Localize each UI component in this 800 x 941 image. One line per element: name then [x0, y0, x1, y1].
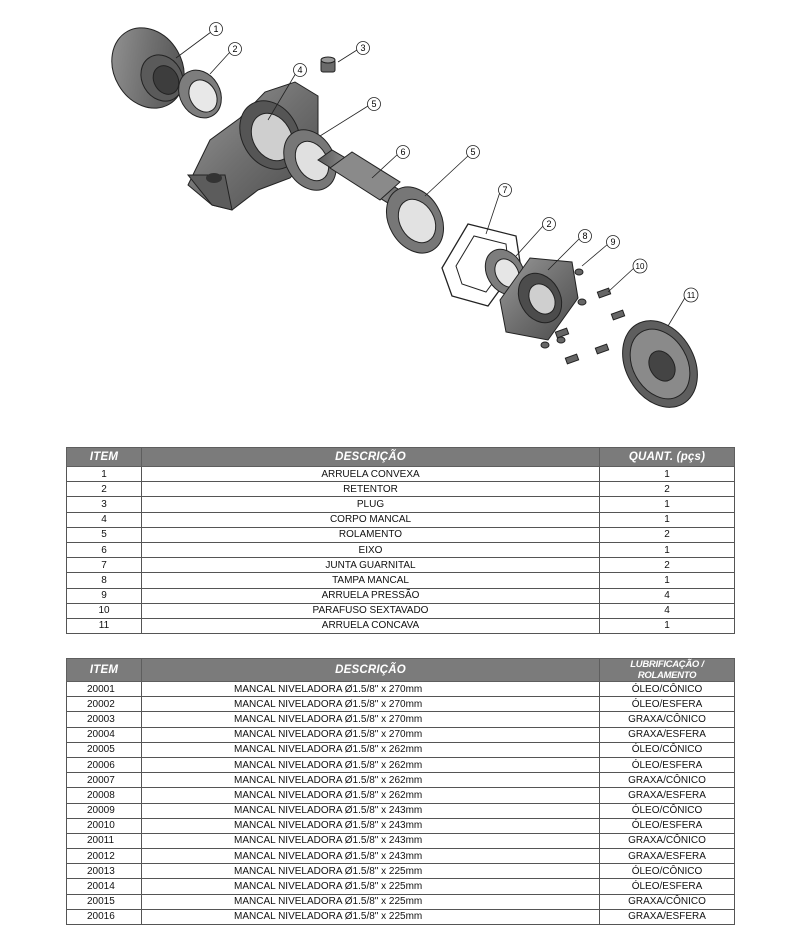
cell-item: 11: [67, 618, 142, 633]
models-table-header: [67, 659, 735, 682]
cell-descricao: MANCAL NIVELADORA Ø1.5/8" x 270mm: [142, 697, 600, 712]
svg-text:4: 4: [297, 65, 303, 75]
callout-9: [607, 236, 620, 249]
table-row: [67, 618, 735, 633]
table-row: [67, 894, 735, 909]
svg-text:10: 10: [635, 262, 645, 271]
cell-item: 2: [67, 482, 142, 497]
cell-item: 20006: [67, 757, 142, 772]
cell-descricao: MANCAL NIVELADORA Ø1.5/8" x 225mm: [142, 909, 600, 924]
cell-lub: ÓLEO/CÔNICO: [600, 682, 735, 697]
callout-5a: [368, 98, 381, 111]
cell-item: 20015: [67, 894, 142, 909]
cell-item: 20005: [67, 742, 142, 757]
cell-item: 20003: [67, 712, 142, 727]
svg-text:9: 9: [610, 237, 616, 247]
cell-descricao: MANCAL NIVELADORA Ø1.5/8" x 225mm: [142, 894, 600, 909]
parts-table-header: [67, 448, 735, 467]
callout-3: [357, 42, 370, 55]
svg-text:2: 2: [232, 44, 238, 54]
cell-item: 6: [67, 542, 142, 557]
cell-item: 20008: [67, 788, 142, 803]
cell-descricao: JUNTA GUARNITAL: [142, 558, 600, 573]
cell-lub: ÓLEO/ESFERA: [600, 818, 735, 833]
cell-descricao: PLUG: [142, 497, 600, 512]
table-row: [67, 588, 735, 603]
cell-lub: GRAXA/ESFERA: [600, 788, 735, 803]
cell-quant: 4: [600, 588, 735, 603]
table-row: [67, 527, 735, 542]
header-quant: QUANT. (pçs): [600, 448, 735, 467]
parts-table: [66, 447, 735, 634]
header-item: ITEM: [67, 659, 142, 682]
cell-item: 20009: [67, 803, 142, 818]
cell-descricao: ARRUELA CONVEXA: [142, 467, 600, 482]
cell-descricao: MANCAL NIVELADORA Ø1.5/8" x 225mm: [142, 879, 600, 894]
table-row: [67, 697, 735, 712]
table-row: [67, 818, 735, 833]
cell-lub: GRAXA/CÔNICO: [600, 712, 735, 727]
table-row: [67, 712, 735, 727]
svg-text:3: 3: [360, 43, 366, 53]
cell-quant: 2: [600, 527, 735, 542]
cell-lub: GRAXA/ESFERA: [600, 909, 735, 924]
cell-item: 7: [67, 558, 142, 573]
cell-item: 20016: [67, 909, 142, 924]
cell-quant: 2: [600, 558, 735, 573]
callout-10: [633, 259, 647, 273]
cell-item: 20001: [67, 682, 142, 697]
svg-text:11: 11: [686, 291, 696, 300]
cell-descricao: PARAFUSO SEXTAVADO: [142, 603, 600, 618]
header-descricao: DESCRIÇÃO: [142, 659, 600, 682]
cell-lub: ÓLEO/CÔNICO: [600, 864, 735, 879]
callout-7: [499, 184, 512, 197]
cell-quant: 1: [600, 618, 735, 633]
exploded-view-diagram: [0, 0, 800, 430]
cell-item: 20014: [67, 879, 142, 894]
cell-descricao: CORPO MANCAL: [142, 512, 600, 527]
cell-quant: 1: [600, 542, 735, 557]
cell-item: 5: [67, 527, 142, 542]
header-descricao: DESCRIÇÃO: [142, 448, 600, 467]
table-row: [67, 482, 735, 497]
cell-lub: ÓLEO/ESFERA: [600, 697, 735, 712]
callout-2b: [543, 218, 556, 231]
table-row: [67, 849, 735, 864]
table-row: [67, 803, 735, 818]
cell-lub: ÓLEO/ESFERA: [600, 757, 735, 772]
cell-item: 1: [67, 467, 142, 482]
cell-lub: ÓLEO/ESFERA: [600, 879, 735, 894]
cell-descricao: MANCAL NIVELADORA Ø1.5/8" x 262mm: [142, 742, 600, 757]
cell-lub: ÓLEO/CÔNICO: [600, 742, 735, 757]
table-row: [67, 788, 735, 803]
table-row: [67, 773, 735, 788]
cell-item: 20013: [67, 864, 142, 879]
cell-descricao: MANCAL NIVELADORA Ø1.5/8" x 262mm: [142, 788, 600, 803]
cell-item: 20007: [67, 773, 142, 788]
cell-lub: GRAXA/CÔNICO: [600, 833, 735, 848]
callout-8: [579, 230, 592, 243]
cell-item: 4: [67, 512, 142, 527]
cell-quant: 1: [600, 512, 735, 527]
cell-descricao: MANCAL NIVELADORA Ø1.5/8" x 270mm: [142, 712, 600, 727]
cell-quant: 2: [600, 482, 735, 497]
table-row: [67, 497, 735, 512]
cell-item: 10: [67, 603, 142, 618]
table-row: [67, 682, 735, 697]
cell-item: 20012: [67, 849, 142, 864]
cell-item: 20004: [67, 727, 142, 742]
cell-lub: ÓLEO/CÔNICO: [600, 803, 735, 818]
cell-quant: 4: [600, 603, 735, 618]
callout-11: [684, 288, 698, 302]
header-lubrificacao: LUBRIFICAÇÃO / ROLAMENTO: [600, 659, 735, 682]
table-row: [67, 879, 735, 894]
callout-2: [229, 43, 242, 56]
cell-descricao: MANCAL NIVELADORA Ø1.5/8" x 243mm: [142, 803, 600, 818]
svg-text:5: 5: [470, 147, 476, 157]
cell-descricao: ROLAMENTO: [142, 527, 600, 542]
concave-washer-part: [608, 307, 713, 421]
cell-quant: 1: [600, 467, 735, 482]
cell-item: 20011: [67, 833, 142, 848]
cell-item: 8: [67, 573, 142, 588]
cell-lub: GRAXA/ESFERA: [600, 849, 735, 864]
cell-descricao: MANCAL NIVELADORA Ø1.5/8" x 270mm: [142, 682, 600, 697]
callout-6: [397, 146, 410, 159]
cell-descricao: MANCAL NIVELADORA Ø1.5/8" x 243mm: [142, 833, 600, 848]
svg-text:2: 2: [546, 219, 552, 229]
cell-item: 20002: [67, 697, 142, 712]
cell-lub: GRAXA/CÔNICO: [600, 894, 735, 909]
cell-descricao: MANCAL NIVELADORA Ø1.5/8" x 243mm: [142, 818, 600, 833]
table-row: [67, 542, 735, 557]
callout-1: [210, 23, 223, 36]
cell-descricao: RETENTOR: [142, 482, 600, 497]
table-row: [67, 512, 735, 527]
svg-text:1: 1: [213, 24, 219, 34]
svg-text:5: 5: [371, 99, 377, 109]
cell-descricao: MANCAL NIVELADORA Ø1.5/8" x 262mm: [142, 757, 600, 772]
cell-descricao: MANCAL NIVELADORA Ø1.5/8" x 262mm: [142, 773, 600, 788]
cell-descricao: ARRUELA PRESSÃO: [142, 588, 600, 603]
table-row: [67, 742, 735, 757]
table-row: [67, 603, 735, 618]
table-row: [67, 864, 735, 879]
cell-descricao: MANCAL NIVELADORA Ø1.5/8" x 270mm: [142, 727, 600, 742]
cell-item: 9: [67, 588, 142, 603]
cell-descricao: MANCAL NIVELADORA Ø1.5/8" x 243mm: [142, 849, 600, 864]
table-row: [67, 558, 735, 573]
table-row: [67, 727, 735, 742]
table-row: [67, 833, 735, 848]
cell-lub: GRAXA/CÔNICO: [600, 773, 735, 788]
callout-5b: [467, 146, 480, 159]
models-table: [66, 658, 735, 925]
table-row: [67, 757, 735, 772]
svg-text:7: 7: [502, 185, 508, 195]
table-row: [67, 467, 735, 482]
table-row: [67, 573, 735, 588]
plug-part: [321, 57, 335, 72]
cell-descricao: EIXO: [142, 542, 600, 557]
cell-descricao: MANCAL NIVELADORA Ø1.5/8" x 225mm: [142, 864, 600, 879]
callout-4: [294, 64, 307, 77]
cell-quant: 1: [600, 573, 735, 588]
table-row: [67, 909, 735, 924]
cell-item: 3: [67, 497, 142, 512]
cell-descricao: TAMPA MANCAL: [142, 573, 600, 588]
cell-descricao: ARRUELA CONCAVA: [142, 618, 600, 633]
cell-quant: 1: [600, 497, 735, 512]
svg-text:8: 8: [582, 231, 588, 241]
svg-text:6: 6: [400, 147, 406, 157]
cell-lub: GRAXA/ESFERA: [600, 727, 735, 742]
header-item: ITEM: [67, 448, 142, 467]
cell-item: 20010: [67, 818, 142, 833]
